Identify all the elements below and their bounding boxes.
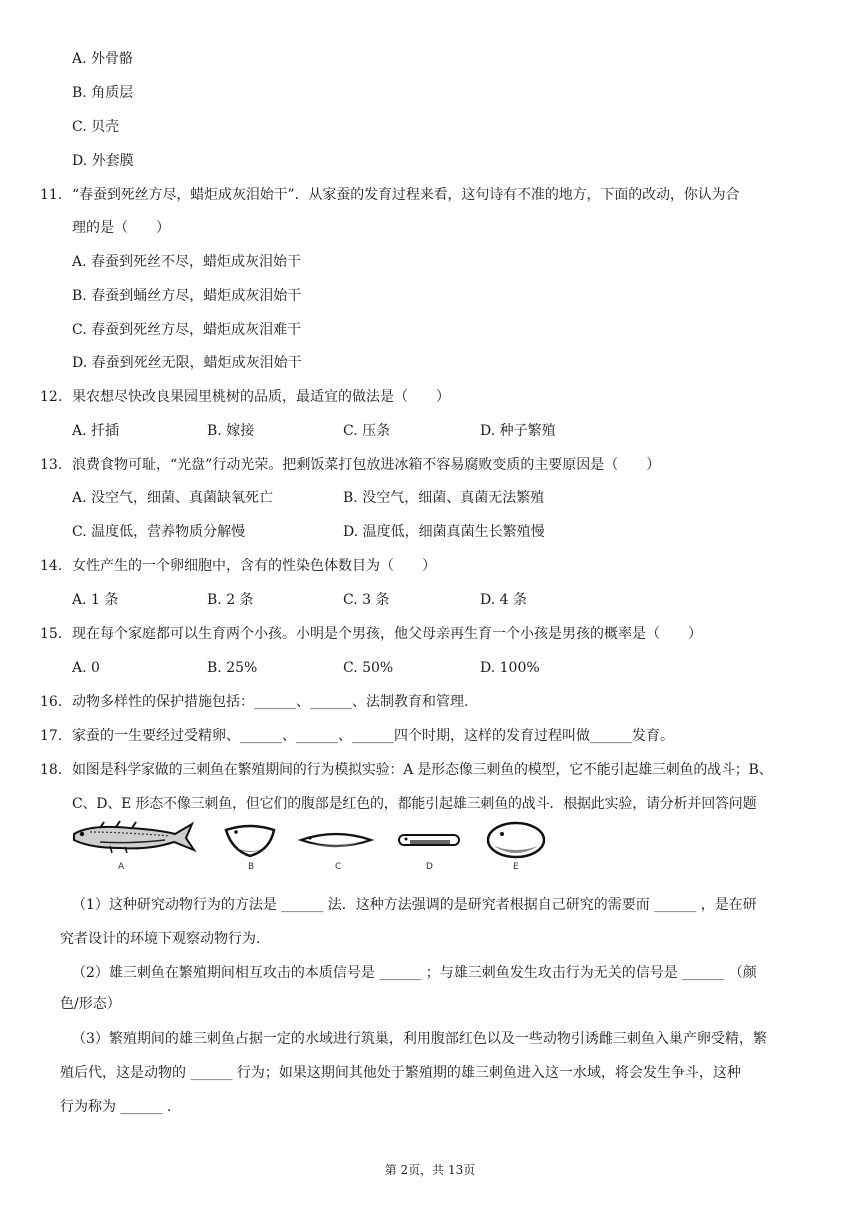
q14-number: 14.: [40, 558, 63, 574]
q18-sub2-line2: 色/形态）: [60, 996, 121, 1012]
q13-option-d: D. 温度低，细菌真菌生长繁殖慢: [343, 524, 545, 540]
q18-sub1-line2: 究者设计的环境下观察动物行为.: [60, 931, 261, 947]
model-c-label: C: [335, 862, 342, 872]
q16-number: 16.: [40, 694, 63, 710]
model-a-label: A: [118, 862, 125, 872]
q12-number: 12.: [40, 389, 63, 405]
q10-option-b: B. 角质层: [72, 85, 134, 101]
stickleback-models-figure: [70, 820, 550, 880]
q12-text: 果农想尽快改良果园里桃树的品质，最适宜的做法是（ ）: [72, 389, 450, 405]
q18-text-line1: 如图是科学家做的三刺鱼在繁殖期间的行为模拟实验：A 是形态像三刺鱼的模型，它不能引起雄三刺鱼的战斗；B、: [72, 762, 773, 778]
q14-option-b: B. 2 条: [207, 592, 254, 608]
q15-option-c: C. 50%: [343, 660, 394, 676]
q15-number: 15.: [40, 626, 63, 642]
q15-option-d: D. 100%: [480, 660, 540, 676]
q18-sub2-line1: （2）雄三刺鱼在繁殖期间相互攻击的本质信号是 ______ ；与雄三刺鱼发生攻击行为无关的信号是 ______ （颜: [72, 965, 757, 981]
q17-text: 家蚕的一生要经过受精卵、______、______、______四个时期，这样的发育过程叫做______发育。: [72, 728, 674, 744]
model-d-image: [396, 830, 462, 850]
model-b-label: B: [248, 862, 255, 872]
q12-option-b: B. 嫁接: [207, 423, 255, 439]
q13-text: 浪费食物可耻，“光盘”行动光荣。把剩饭菜打包放进冰箱不容易腐败变质的主要原因是（ ）: [72, 457, 661, 473]
q12-option-d: D. 种子繁殖: [480, 423, 556, 439]
q11-option-a: A. 春蚕到死丝不尽，蜡炬成灰泪始干: [72, 254, 302, 270]
q11-text-line1: “春蚕到死丝方尽，蜡炬成灰泪始干”．从家蚕的发育过程来看，这句诗有不准的地方，下面的改动，你认为合: [72, 187, 740, 203]
q10-option-d: D. 外套膜: [72, 153, 134, 169]
q18-sub3-line1: （3）繁殖期间的雄三刺鱼占据一定的水域进行筑巢，利用腹部红色以及一些动物引诱雌三刺鱼入巢产卵受精，繁: [72, 1031, 767, 1047]
q15-option-b: B. 25%: [207, 660, 258, 676]
q11-number: 11.: [40, 187, 63, 203]
q10-option-a: A. 外骨骼: [72, 51, 134, 67]
q16-text: 动物多样性的保护措施包括：______、______、法制教育和管理.: [72, 694, 469, 710]
q15-text: 现在每个家庭都可以生育两个小孩。小明是个男孩，他父母亲再生育一个小孩是男孩的概率是（ ）: [72, 626, 702, 642]
q18-sub3-line2: 殖后代，这是动物的 ______ 行为；如果这期间其他处于繁殖期的雄三刺鱼进入这一水域，将会发生争斗，这种: [60, 1065, 741, 1081]
q18-sub1-line1: （1）这种研究动物行为的方法是 ______ 法．这种方法强调的是研究者根据自己研究的需要而 ______ ，是在研: [72, 897, 757, 913]
q18-text-line2: C、D、E 形态不像三刺鱼，但它们的腹部是红色的，都能引起雄三刺鱼的战斗．根据此实验，请分析并回答问题: [72, 796, 757, 812]
model-b-image: [222, 820, 278, 860]
q14-option-d: D. 4 条: [480, 592, 527, 608]
q15-option-a: A. 0: [72, 660, 100, 676]
q14-text: 女性产生的一个卵细胞中，含有的性染色体数目为（ ）: [72, 558, 436, 574]
q17-number: 17.: [40, 728, 63, 744]
model-a-fish-image: [70, 820, 200, 860]
model-e-label: E: [513, 862, 519, 872]
model-c-image: [298, 828, 374, 854]
q13-number: 13.: [40, 457, 63, 473]
q11-option-d: D. 春蚕到死丝无限，蜡炬成灰泪始干: [72, 355, 302, 371]
q12-option-a: A. 扦插: [72, 423, 120, 439]
q14-option-c: C. 3 条: [343, 592, 390, 608]
q13-option-b: B. 没空气，细菌、真菌无法繁殖: [343, 490, 545, 506]
q18-sub3-line3: 行为称为 ______ .: [60, 1099, 172, 1115]
q11-text-line2: 理的是（ ）: [72, 220, 170, 236]
q18-number: 18.: [40, 762, 63, 778]
q13-option-c: C. 温度低，营养物质分解慢: [72, 524, 246, 540]
q10-option-c: C. 贝壳: [72, 119, 120, 135]
model-e-image: [484, 820, 548, 860]
q13-option-a: A. 没空气，细菌、真菌缺氧死亡: [72, 490, 274, 506]
q14-option-a: A. 1 条: [72, 592, 119, 608]
q11-option-c: C. 春蚕到死丝方尽，蜡炬成灰泪难干: [72, 322, 302, 338]
q12-option-c: C. 压条: [343, 423, 391, 439]
model-d-label: D: [426, 862, 433, 872]
q11-option-b: B. 春蚕到蛹丝方尽，蜡炬成灰泪始干: [72, 288, 302, 304]
page-footer: 第 2页，共 13页: [384, 1163, 476, 1177]
